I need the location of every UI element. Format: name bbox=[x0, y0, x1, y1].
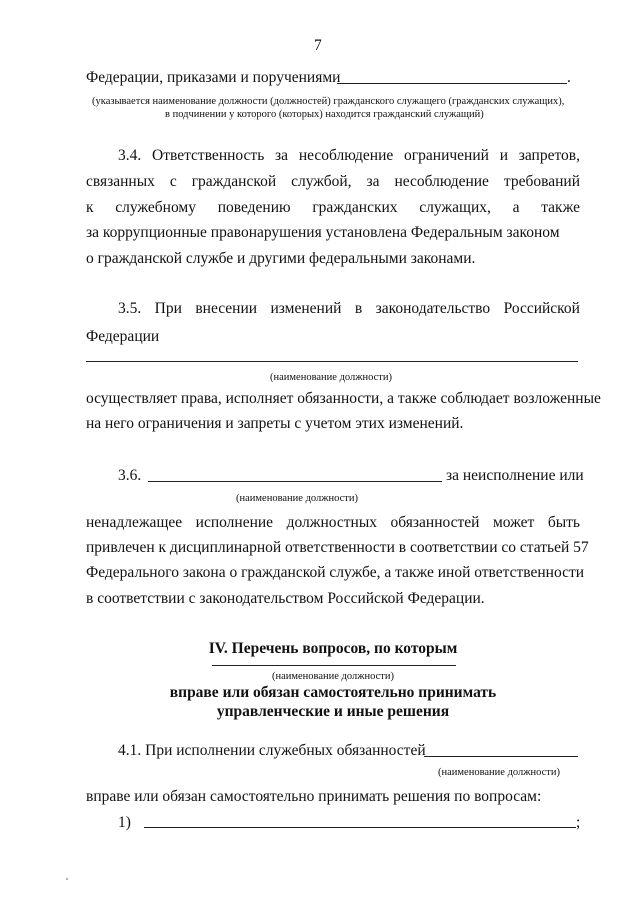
word: 3.4. bbox=[118, 147, 142, 164]
word: может bbox=[492, 514, 535, 531]
p35-line1 bbox=[118, 299, 580, 319]
word: Российской bbox=[503, 300, 580, 317]
p36-tail: за неисполнение или bbox=[446, 467, 584, 484]
word: за bbox=[366, 173, 380, 190]
word: также bbox=[541, 199, 580, 216]
word: Ответственность bbox=[152, 147, 265, 164]
p34-line3 bbox=[86, 198, 580, 218]
word: законодательство bbox=[375, 300, 491, 317]
p36-line4: Федерального закона о гражданской службе, а также иной ответственности bbox=[86, 564, 585, 581]
p41-item-number: 1) bbox=[118, 814, 131, 831]
word: обязанностей bbox=[390, 514, 480, 531]
blank-line bbox=[424, 756, 578, 757]
word: изменений bbox=[270, 300, 342, 317]
word: исполнение bbox=[195, 514, 274, 531]
scan-speck bbox=[66, 878, 68, 880]
blank-line bbox=[148, 481, 442, 482]
p36-line2 bbox=[86, 513, 580, 533]
word: и bbox=[499, 147, 508, 164]
word: требований bbox=[503, 173, 580, 190]
word: ограничений bbox=[404, 147, 489, 164]
p36-line3: привлечен к дисциплинарной ответственности в соответствии со статьей 57 bbox=[86, 539, 589, 556]
word: несоблюдение bbox=[394, 173, 489, 190]
p35-note: (наименование должности) bbox=[270, 372, 393, 383]
blank-line bbox=[86, 361, 578, 362]
word: служащих, bbox=[419, 199, 491, 216]
p35-line3: осуществляет права, исполняет обязанности, а также соблюдает возложенные bbox=[86, 390, 601, 407]
section4-heading-1: IV. Перечень вопросов, по которым bbox=[208, 640, 458, 657]
word: службой, bbox=[291, 173, 352, 190]
intro-text: Федерации, приказами и поручениями bbox=[86, 69, 341, 86]
word: 3.5. bbox=[118, 300, 142, 317]
intro-note-2: в подчинении у которого (которых) находится гражданский служащий) bbox=[165, 109, 484, 120]
section4-heading-2: вправе или обязан самостоятельно принимать bbox=[169, 684, 497, 701]
blank-line bbox=[212, 665, 456, 666]
word: а bbox=[512, 199, 520, 216]
p36-num: 3.6. bbox=[118, 467, 142, 484]
word: быть bbox=[547, 514, 580, 531]
p41-item-end: ; bbox=[576, 814, 581, 831]
intro-period: . bbox=[567, 69, 571, 86]
word: гражданских bbox=[312, 199, 398, 216]
word: связанных bbox=[86, 173, 155, 190]
word: ненадлежащее bbox=[86, 514, 183, 531]
word: в bbox=[354, 300, 363, 317]
p35-line4: на него ограничения и запреты с учетом этих изменений. bbox=[86, 415, 464, 432]
p34-line2 bbox=[86, 172, 580, 192]
p36-line5: в соответствии с законодательством Российской Федерации. bbox=[86, 590, 485, 607]
p34-line5: о гражданской службе и другими федеральными законами. bbox=[86, 250, 476, 267]
word: гражданской bbox=[191, 173, 277, 190]
section4-heading-3: управленческие и иные решения bbox=[216, 703, 450, 720]
word: несоблюдение bbox=[298, 147, 394, 164]
word: запретов, bbox=[518, 147, 580, 164]
p34-line1 bbox=[118, 146, 580, 166]
blank-line bbox=[144, 827, 576, 828]
p41-line2: вправе или обязан самостоятельно принимать решения по вопросам: bbox=[86, 788, 542, 805]
word: с bbox=[169, 173, 177, 190]
word: При bbox=[154, 300, 182, 317]
word: поведению bbox=[217, 199, 291, 216]
p34-line4: за коррупционные правонарушения установлена Федеральным законом bbox=[86, 224, 560, 241]
word: за bbox=[275, 147, 289, 164]
word: внесении bbox=[195, 300, 258, 317]
p36-note: (наименование должности) bbox=[236, 493, 359, 504]
p41-text: 4.1. При исполнении служебных обязанностей bbox=[118, 742, 426, 759]
intro-note-1: (указывается наименование должности (должностей) гражданского служащего (гражданских служащих), bbox=[92, 96, 565, 107]
word: должностных bbox=[286, 514, 377, 531]
p35-line2: Федерации bbox=[86, 328, 160, 345]
word: к bbox=[86, 199, 94, 216]
word: служебному bbox=[115, 199, 196, 216]
page-number: 7 bbox=[314, 37, 322, 54]
p41-note: (наименование должности) bbox=[438, 767, 561, 778]
section4-note: (наименование должности) bbox=[271, 671, 395, 682]
blank-line bbox=[337, 83, 567, 84]
